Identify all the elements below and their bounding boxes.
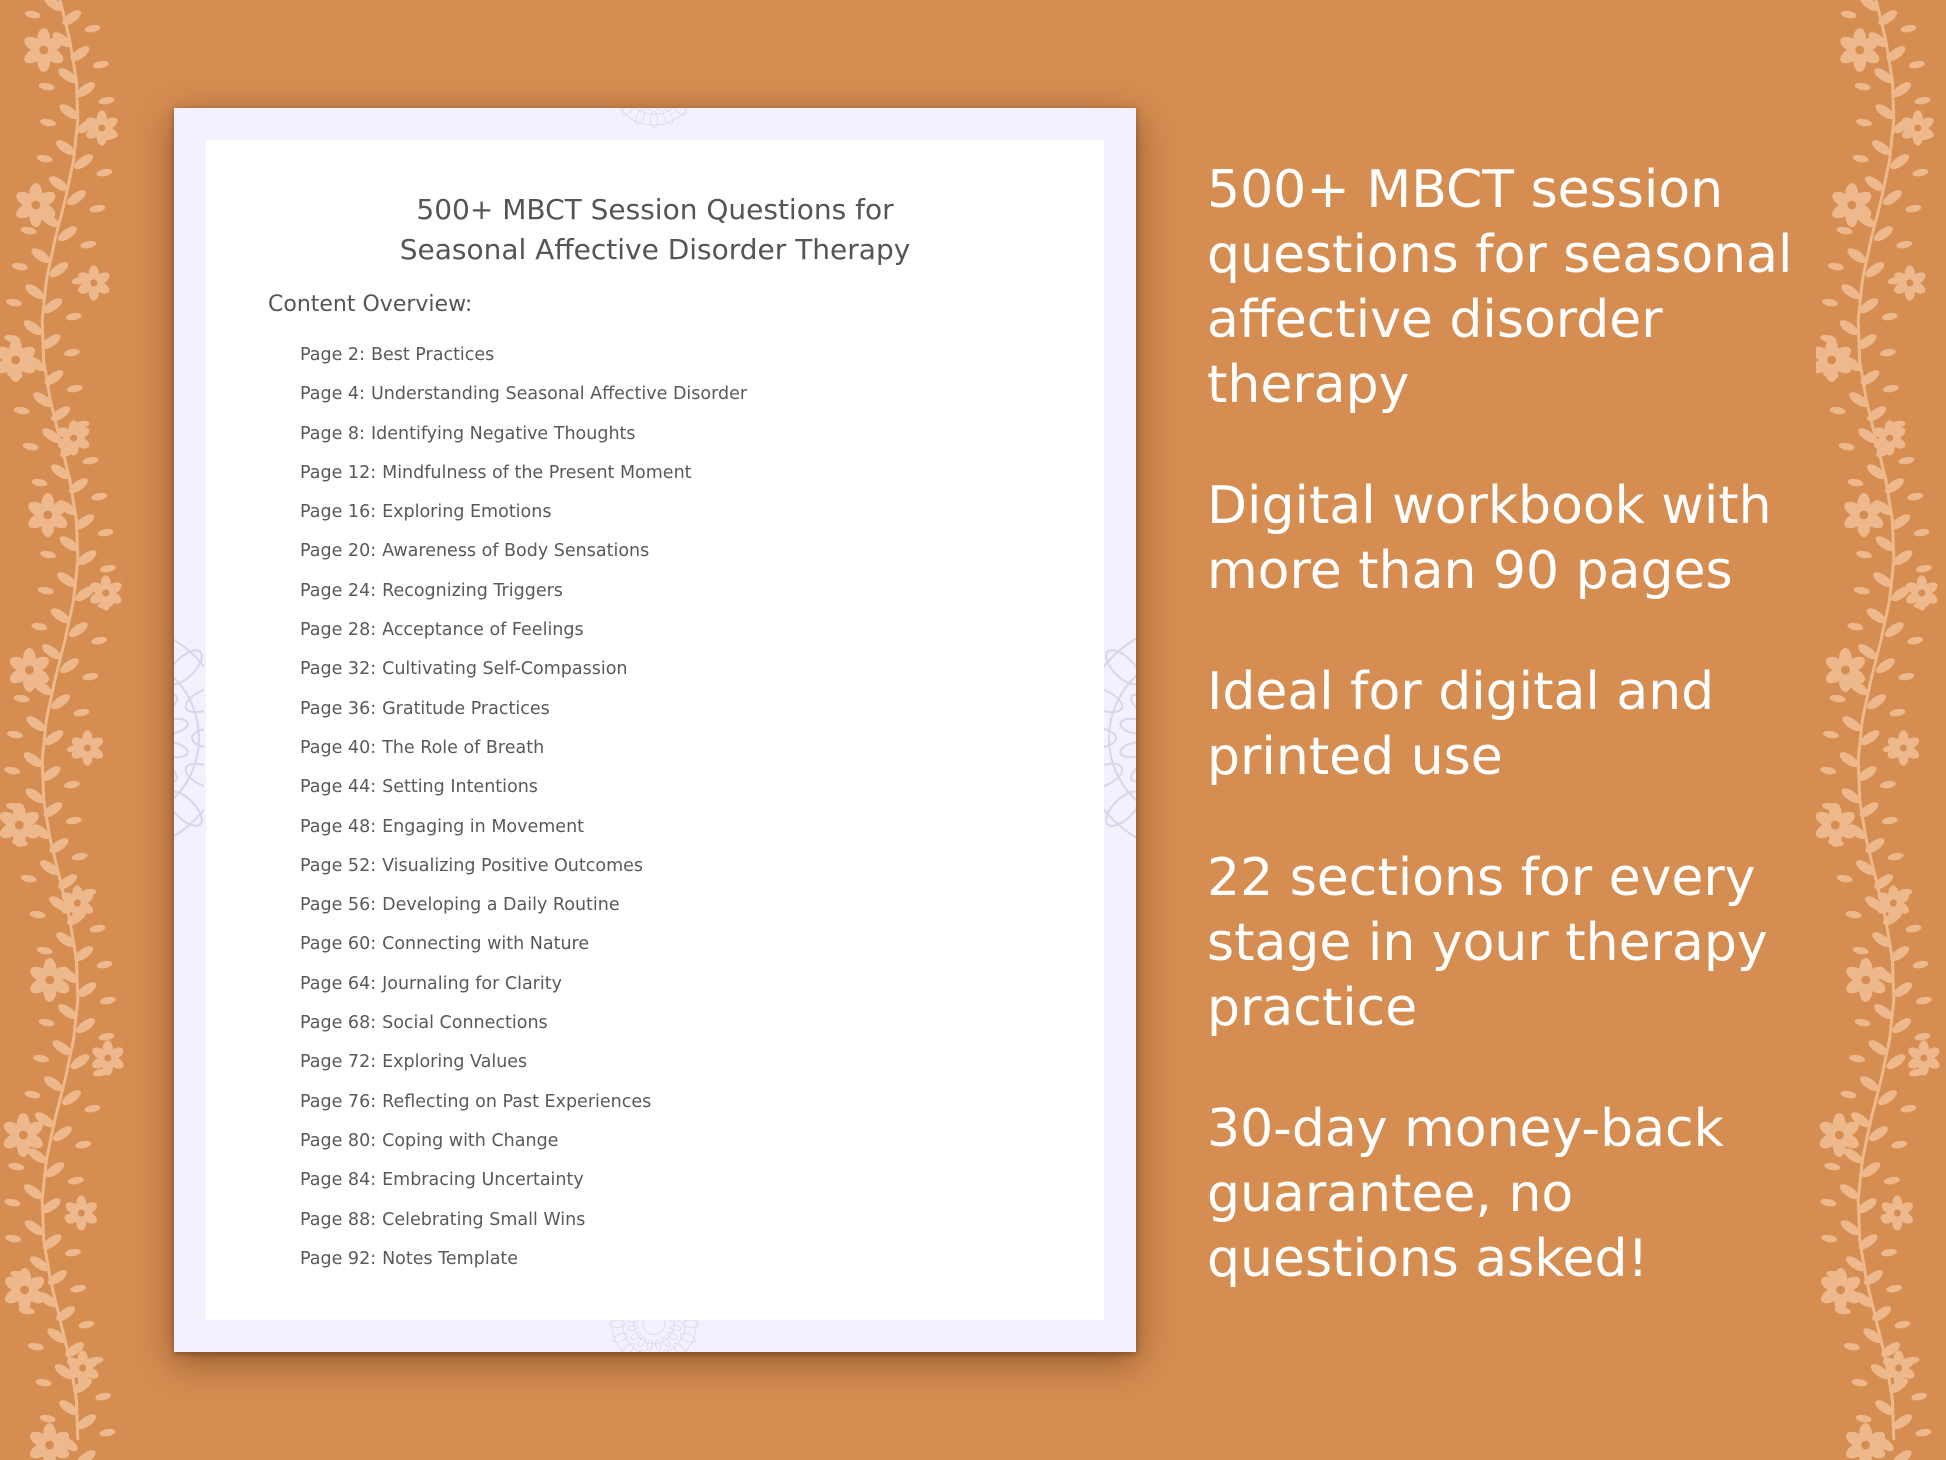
toc-section-title: Social Connections bbox=[382, 1013, 548, 1034]
toc-section-title: Developing a Daily Routine bbox=[382, 895, 620, 916]
toc-section-title: Engaging in Movement bbox=[382, 816, 585, 837]
toc-section-title: Celebrating Small Wins bbox=[382, 1209, 586, 1230]
toc-section-title: Identifying Negative Thoughts bbox=[370, 423, 636, 444]
toc-section-title: Setting Intentions bbox=[382, 777, 538, 798]
toc-page-number: Page 16: bbox=[300, 502, 377, 523]
toc-page-number: Page 72: bbox=[300, 1052, 377, 1073]
toc-section-title: Journaling for Clarity bbox=[382, 973, 562, 994]
toc-item bbox=[300, 1210, 747, 1249]
toc-item bbox=[300, 1249, 747, 1288]
feature-text: Digital workbook with more than 90 pages bbox=[1207, 476, 1772, 601]
toc-item bbox=[300, 541, 747, 580]
toc-item bbox=[300, 856, 747, 895]
toc-item bbox=[300, 384, 747, 423]
toc-item bbox=[300, 1013, 747, 1052]
toc-page-number: Page 28: bbox=[300, 620, 377, 641]
toc-page-number: Page 84: bbox=[300, 1170, 377, 1191]
toc-page-number: Page 52: bbox=[300, 855, 377, 876]
toc-section-title: Recognizing Triggers bbox=[382, 580, 563, 601]
toc-item bbox=[300, 581, 747, 620]
toc-section-title: Mindfulness of the Present Moment bbox=[382, 462, 692, 483]
toc-item bbox=[300, 424, 747, 463]
toc-page-number: Page 40: bbox=[300, 737, 377, 758]
toc-page-number: Page 36: bbox=[300, 698, 377, 719]
document-title-line: Seasonal Affective Disorder Therapy bbox=[399, 233, 911, 266]
feature-text: Ideal for digital and printed use bbox=[1207, 662, 1715, 787]
toc-page-number: Page 12: bbox=[300, 462, 377, 483]
floral-vine-right-icon bbox=[1816, 0, 1946, 1460]
toc-item bbox=[300, 777, 747, 816]
mandala-icon bbox=[504, 1320, 804, 1352]
document-title-line: 500+ MBCT Session Questions for bbox=[416, 193, 894, 226]
toc-item bbox=[300, 1052, 747, 1091]
mandala-icon bbox=[174, 608, 204, 868]
toc-page-number: Page 2: bbox=[300, 345, 365, 365]
toc-section-title: Understanding Seasonal Affective Disorder bbox=[370, 384, 748, 405]
toc-section-title: Best Practices bbox=[370, 345, 495, 365]
document-page bbox=[206, 140, 1104, 1320]
toc-item bbox=[300, 699, 747, 738]
feature-text: 22 sections for every stage in your therapy practice bbox=[1207, 848, 1768, 1038]
toc-section-title: Visualizing Positive Outcomes bbox=[382, 855, 644, 876]
toc-page-number: Page 80: bbox=[300, 1130, 377, 1151]
feature-list bbox=[1207, 158, 1807, 1348]
toc-item bbox=[300, 502, 747, 541]
toc-item bbox=[300, 1131, 747, 1170]
feature-text: 30-day money-back guarantee, no questions asked! bbox=[1207, 1099, 1724, 1289]
toc-section-title: Cultivating Self-Compassion bbox=[382, 659, 628, 680]
toc-page-number: Page 64: bbox=[300, 973, 377, 994]
content-overview-label: Content Overview: bbox=[268, 292, 473, 317]
toc-section-title: Reflecting on Past Experiences bbox=[382, 1091, 652, 1112]
toc-page-number: Page 60: bbox=[300, 934, 377, 955]
toc-item bbox=[300, 974, 747, 1013]
toc-item bbox=[300, 1170, 747, 1209]
toc-page-number: Page 88: bbox=[300, 1209, 377, 1230]
toc-item bbox=[300, 817, 747, 856]
mandala-icon bbox=[504, 108, 804, 138]
toc-item bbox=[300, 1092, 747, 1131]
toc-item bbox=[300, 345, 747, 384]
toc-section-title: Embracing Uncertainty bbox=[382, 1170, 584, 1191]
document-title bbox=[206, 190, 1104, 270]
toc-page-number: Page 48: bbox=[300, 816, 377, 837]
toc-page-number: Page 92: bbox=[300, 1248, 377, 1269]
mandala-icon bbox=[1104, 608, 1136, 868]
toc-item bbox=[300, 895, 747, 934]
toc-page-number: Page 44: bbox=[300, 777, 377, 798]
toc-item bbox=[300, 934, 747, 973]
feature-text: 500+ MBCT session questions for seasonal affective disorder therapy bbox=[1207, 160, 1793, 415]
toc-page-number: Page 76: bbox=[300, 1091, 377, 1112]
toc-page-number: Page 56: bbox=[300, 895, 377, 916]
toc-page-number: Page 24: bbox=[300, 580, 377, 601]
toc-section-title: Connecting with Nature bbox=[382, 934, 590, 955]
toc-page-number: Page 8: bbox=[300, 423, 365, 444]
toc-section-title: Coping with Change bbox=[382, 1130, 559, 1151]
toc-item bbox=[300, 463, 747, 502]
toc-page-number: Page 68: bbox=[300, 1013, 377, 1034]
toc-item bbox=[300, 738, 747, 777]
toc-page-number: Page 20: bbox=[300, 541, 377, 562]
toc-section-title: Exploring Values bbox=[382, 1052, 528, 1073]
toc-section-title: Gratitude Practices bbox=[382, 698, 550, 719]
toc-section-title: Exploring Emotions bbox=[382, 502, 552, 523]
toc-item bbox=[300, 620, 747, 659]
toc-page-number: Page 4: bbox=[300, 384, 365, 405]
floral-vine-left-icon bbox=[0, 0, 130, 1460]
toc-page-number: Page 32: bbox=[300, 659, 377, 680]
toc-section-title: Notes Template bbox=[382, 1248, 519, 1269]
toc-section-title: The Role of Breath bbox=[382, 737, 545, 758]
table-of-contents bbox=[300, 345, 747, 1288]
toc-section-title: Acceptance of Feelings bbox=[382, 620, 584, 641]
document-preview bbox=[174, 108, 1136, 1352]
toc-item bbox=[300, 659, 747, 698]
toc-section-title: Awareness of Body Sensations bbox=[382, 541, 650, 562]
